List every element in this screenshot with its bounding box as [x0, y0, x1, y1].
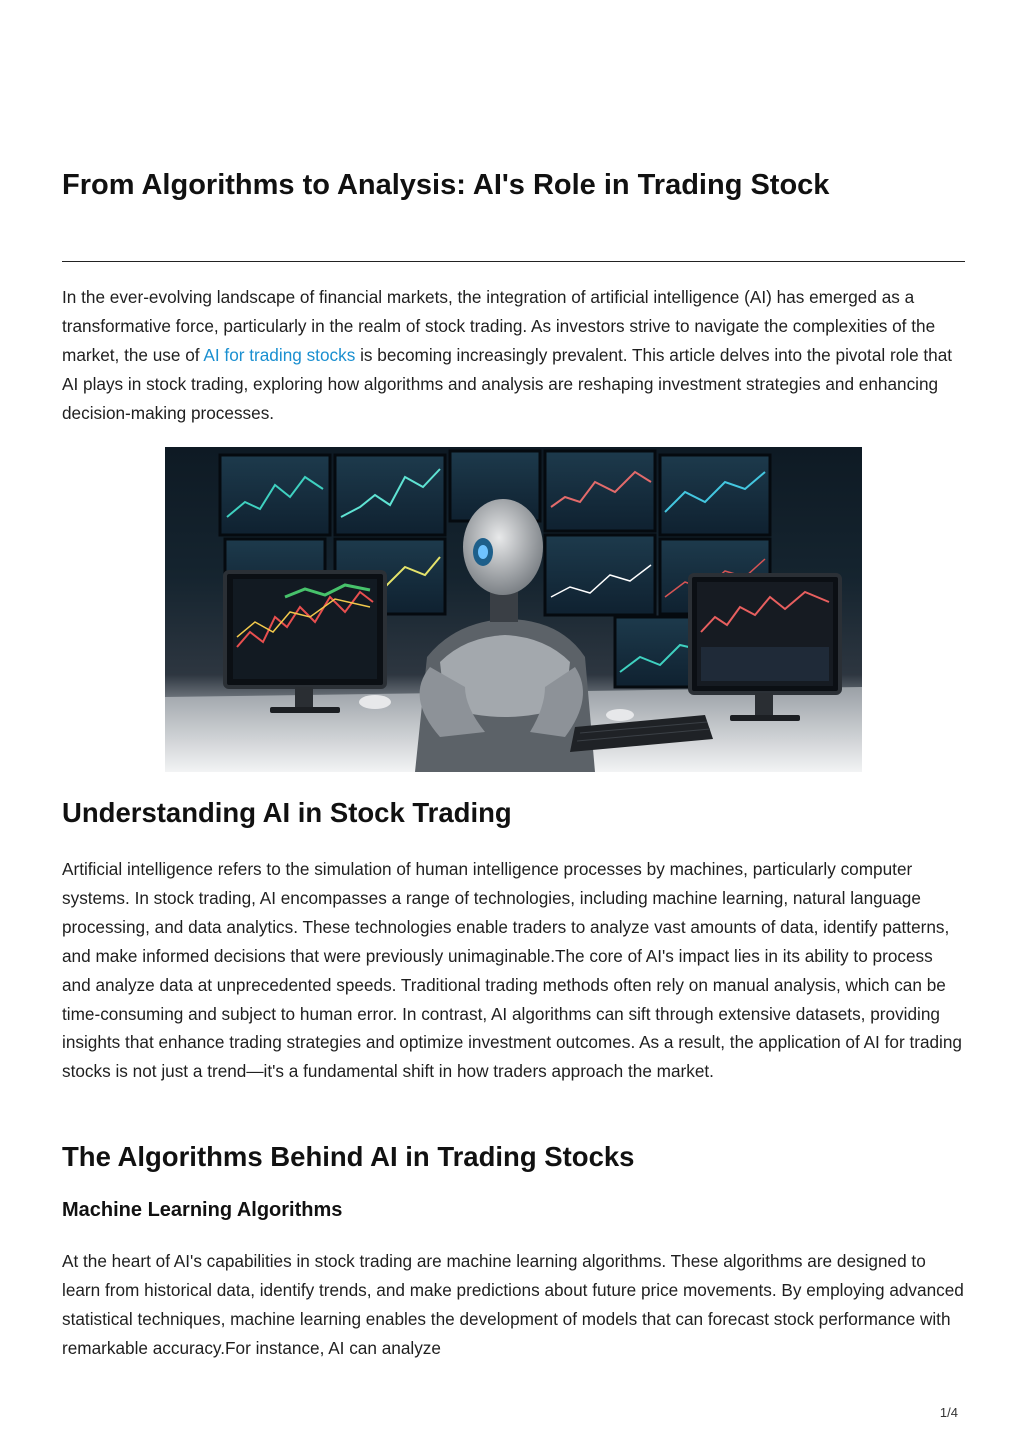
- hero-image-robot-trader: [165, 447, 862, 772]
- article-title: From Algorithms to Analysis: AI's Role in Trading Stock: [62, 169, 830, 201]
- section-body-understanding-ai: Artificial intelligence refers to the simulation of human intelligence processes by machines, particularly computer systems. In stock trading, AI encompasses a range of technologies, including machine learning, natural language processing, and data analytics. These technologies enable traders to analyze vast amounts of data, identify patterns, and make informed decisions that were previously unimaginable.The core of AI's impact lies in its ability to process and analyze data at unprecedented speeds. Traditional trading methods often rely on manual analysis, which can be time-consuming and subject to human error. In contrast, AI algorithms can sift through extensive datasets, providing insights that enhance trading strategies and optimize investment outcomes. As a result, the application of AI for trading stocks is not just a trend—it's a fundamental shift in how traders approach the market.: [62, 859, 962, 1082]
- title-divider: [62, 261, 965, 262]
- intro-text-before-link: In the ever-evolving landscape of financial markets, the integration of artificial intelligence (AI) has emerged as a transformative force, particularly in the realm of stock trading. As investors strive to navigate the complexities of the market, the use of: [62, 287, 936, 365]
- ai-for-trading-stocks-link[interactable]: AI for trading stocks: [203, 344, 356, 365]
- intro-paragraph: [62, 283, 965, 428]
- section-heading-algorithms: The Algorithms Behind AI in Trading Stocks: [62, 1141, 635, 1172]
- section-body-machine-learning: At the heart of AI's capabilities in stock trading are machine learning algorithms. These algorithms are designed to learn from historical data, identify trends, and make predictions about future price movements. By employing advanced statistical techniques, machine learning enables the development of models that can forecast stock performance with remarkable accuracy.For instance, AI can analyze: [62, 1251, 964, 1358]
- subheading-machine-learning: Machine Learning Algorithms: [62, 1199, 343, 1221]
- page-number: 1/4: [939, 1405, 958, 1420]
- intro-text-after-link: is becoming increasingly prevalent. This article delves into the pivotal role that AI plays in stock trading, exploring how algorithms and analysis are reshaping investment strategies and enhancing decision-making processes.: [62, 344, 953, 423]
- section-heading-understanding-ai: Understanding AI in Stock Trading: [62, 797, 512, 828]
